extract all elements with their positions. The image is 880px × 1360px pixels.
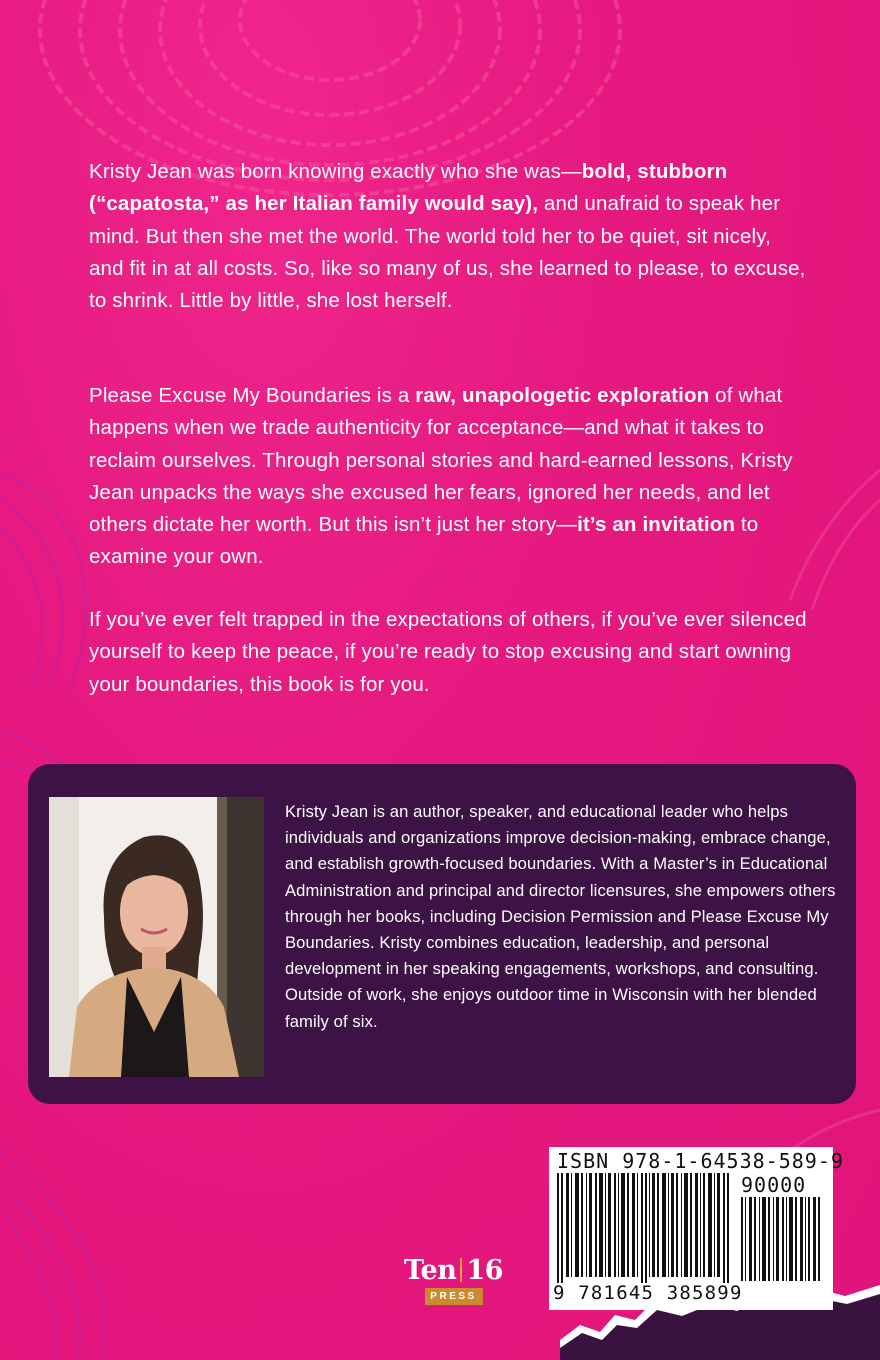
publisher-logo	[396, 1256, 511, 1305]
price-code: 90000	[741, 1173, 807, 1197]
isbn-barcode	[549, 1147, 844, 1310]
author-bio: Kristy Jean is an author, speaker, and educational leader who helps individuals and organizations improve decision-making, embrace change, and establish growth-focused boundaries. With a Master’s in Educational Administration and principal and director licensures, she empowers others through her books, including Decision Permission and Please Excuse My Boundaries. Kristy combines education, leadership, and personal development in her speaking engagements, workshops, and consulting. Outside of work, she enjoys outdoor time in Wisconsin with her blended family of six.	[285, 802, 836, 1031]
blurb-paragraph-1: Kristy Jean was born knowing exactly who she was—bold, stubborn (“capatosta,” as her Italian family would say), and unafraid to speak her mind. But then she met the world. The world told her to be quiet, sit nicely, and fit in at all costs. So, like so many of us, she learned to please, to excuse, to shrink. Little by little, she lost herself.	[89, 160, 806, 313]
publisher-name-part1: Ten	[404, 1255, 457, 1286]
blurb-paragraph-2: Please Excuse My Boundaries is a raw, unapologetic exploration of what happens when we trade authenticity for acceptance—and what it takes to reclaim ourselves. Through personal stories and hard-earned lessons, Kristy Jean unpacks the ways she excused her fears, ignored her needs, and let others dictate her worth. But this isn’t just her story—it’s an invitation to examine your own.	[89, 384, 793, 569]
price-barcode-bars	[741, 1197, 825, 1281]
ean-digits: 9 781645 385899	[553, 1282, 743, 1304]
publisher-imprint: PRESS	[425, 1288, 483, 1305]
author-photo	[49, 797, 264, 1077]
ean-barcode-bars	[557, 1173, 732, 1283]
publisher-name-part2: 16	[466, 1255, 503, 1286]
author-bio-panel	[28, 764, 856, 1104]
blurb-paragraph-3: If you’ve ever felt trapped in the expectations of others, if you’ve ever silenced yourself to keep the peace, if you’re ready to stop excusing and start owning your boundaries, this book is for you.	[89, 608, 807, 696]
isbn-number: ISBN 978-1-64538-589-9	[557, 1149, 844, 1173]
